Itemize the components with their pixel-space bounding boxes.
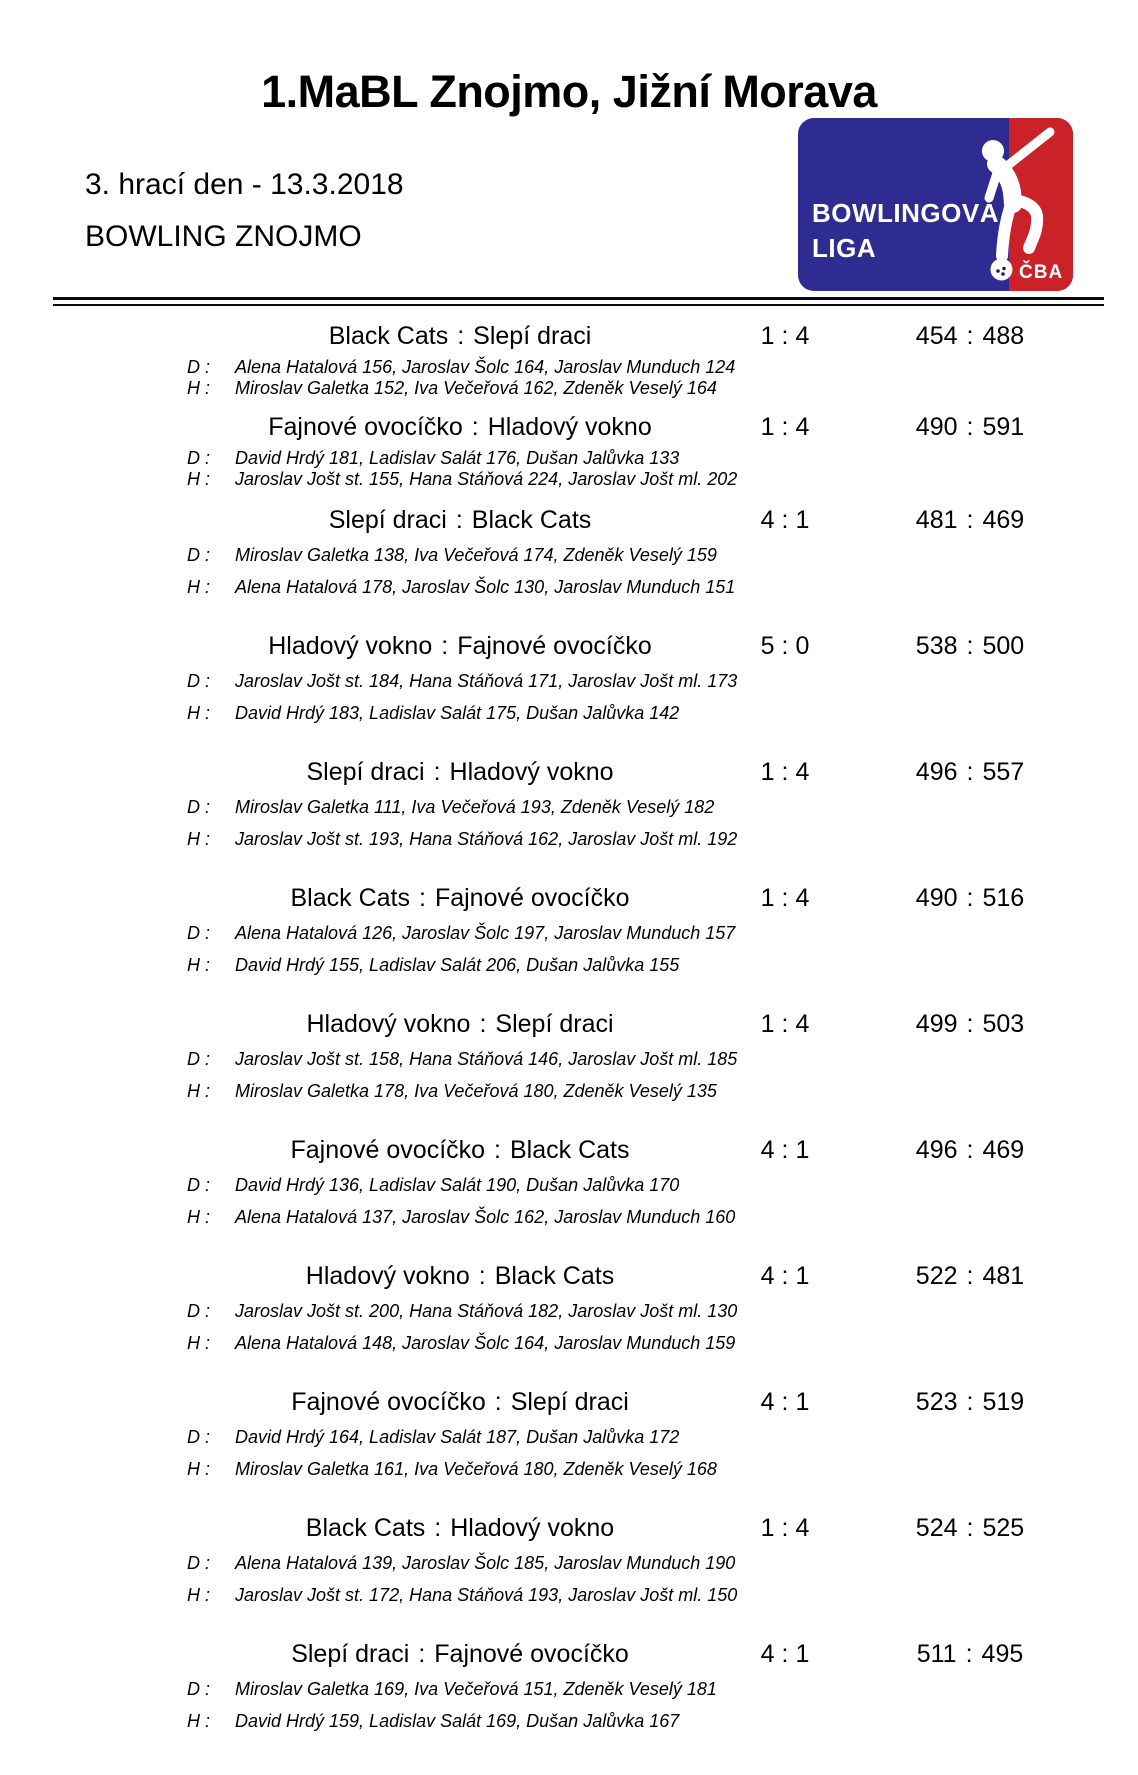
- away-players-row: [187, 469, 1138, 490]
- away-row-label: H :: [187, 1333, 211, 1353]
- home-players: Miroslav Galetka 138, Iva Večeřová 174, Zdeněk Veselý 159: [235, 545, 717, 565]
- home-players: David Hrdý 181, Ladislav Salát 176, Dušan Jalůvka 133: [235, 448, 680, 468]
- home-row-label: D :: [187, 923, 211, 943]
- away-players: David Hrdý 183, Ladislav Salát 175, Dušan Jalůvka 142: [235, 703, 680, 723]
- home-players: Miroslav Galetka 111, Iva Večeřová 193, Zdeněk Veselý 182: [235, 797, 715, 817]
- home-row-label: D :: [187, 797, 211, 817]
- pins-home: 490: [915, 884, 958, 912]
- away-team-name: Hladový vokno: [449, 758, 614, 786]
- match-points: [740, 757, 830, 787]
- match-head-row: [0, 1009, 1138, 1039]
- match-block: [0, 1639, 1138, 1732]
- points-away: 1: [795, 1262, 810, 1290]
- match-block: [0, 1513, 1138, 1606]
- home-team-name: Black Cats: [290, 884, 410, 912]
- bowling-ball-icon: [990, 258, 1013, 281]
- points-away: 4: [795, 758, 810, 786]
- match-block: [0, 1009, 1138, 1102]
- match-block: [0, 757, 1138, 850]
- match-pins: [885, 1387, 1055, 1417]
- pins-colon: :: [966, 1010, 974, 1038]
- points-home: 1: [760, 884, 775, 912]
- home-team-name: Fajnové ovocíčko: [291, 1388, 486, 1416]
- pins-colon: :: [966, 322, 974, 350]
- match-points: [740, 505, 830, 535]
- matchup-colon: :: [478, 1262, 486, 1290]
- home-team-name: Hladový vokno: [268, 632, 433, 660]
- match-pins: [885, 757, 1055, 787]
- points-colon: :: [781, 1010, 789, 1038]
- match-head-row: [0, 757, 1138, 787]
- home-players-row: [187, 1426, 1138, 1448]
- home-players-row: [187, 357, 1138, 378]
- home-players-row: [187, 448, 1138, 469]
- away-players-row: [187, 702, 1138, 724]
- match-points: [740, 1261, 830, 1291]
- away-row-label: H :: [187, 1081, 211, 1101]
- home-team-name: Black Cats: [305, 1514, 426, 1542]
- pins-home: 496: [915, 1136, 958, 1164]
- match-pins: [885, 321, 1055, 351]
- pins-home: 499: [915, 1010, 958, 1038]
- match-head-row: [0, 883, 1138, 913]
- matchup: [180, 631, 740, 661]
- match-head-row: [0, 1135, 1138, 1165]
- away-row-label: H :: [187, 577, 211, 597]
- away-team-name: Black Cats: [471, 506, 592, 534]
- points-away: 1: [795, 1136, 810, 1164]
- home-row-label: D :: [187, 1301, 211, 1321]
- match-block: [0, 631, 1138, 724]
- points-colon: :: [781, 1388, 789, 1416]
- away-players: Jaroslav Jošt st. 193, Hana Stáňová 162, Jaroslav Jošt ml. 192: [235, 829, 738, 849]
- home-players-row: [187, 1174, 1138, 1196]
- pins-away: 481: [982, 1262, 1025, 1290]
- home-players: Alena Hatalová 126, Jaroslav Šolc 197, Jaroslav Munduch 157: [235, 923, 736, 943]
- home-row-label: D :: [187, 1175, 211, 1195]
- away-players-row: [187, 828, 1138, 850]
- home-team-name: Hladový vokno: [306, 1010, 471, 1038]
- home-row-label: D :: [187, 1553, 211, 1573]
- match-head-row: [0, 1261, 1138, 1291]
- points-home: 4: [760, 1262, 775, 1290]
- pins-colon: :: [966, 758, 974, 786]
- match-head-row: [0, 505, 1138, 535]
- match-block: [0, 883, 1138, 976]
- match-head-row: [0, 1639, 1138, 1669]
- match-pins: [885, 883, 1055, 913]
- away-players-row: [187, 1206, 1138, 1228]
- away-team-name: Slepí draci: [495, 1010, 614, 1038]
- match-pins: [885, 505, 1055, 535]
- match-pins: [885, 1261, 1055, 1291]
- away-players: Alena Hatalová 137, Jaroslav Šolc 162, Jaroslav Munduch 160: [235, 1207, 736, 1227]
- pins-away: 519: [982, 1388, 1025, 1416]
- points-away: 4: [795, 884, 810, 912]
- match-pins: [885, 631, 1055, 661]
- matchup-colon: :: [494, 1388, 502, 1416]
- pins-away: 469: [982, 1136, 1025, 1164]
- pins-colon: :: [966, 884, 974, 912]
- home-team-name: Hladový vokno: [305, 1262, 470, 1290]
- matchup-colon: :: [418, 884, 426, 912]
- away-players-row: [187, 954, 1138, 976]
- away-players-row: [187, 1458, 1138, 1480]
- matchup-colon: :: [479, 1010, 487, 1038]
- points-colon: :: [781, 884, 789, 912]
- home-team-name: Slepí draci: [328, 506, 447, 534]
- away-row-label: H :: [187, 829, 211, 849]
- home-players: David Hrdý 164, Ladislav Salát 187, Dušan Jalůvka 172: [235, 1427, 680, 1447]
- pins-colon: :: [966, 413, 974, 441]
- logo-text-line1: BOWLINGOVÁ: [812, 198, 999, 228]
- home-players-row: [187, 922, 1138, 944]
- matchup: [180, 412, 740, 442]
- pins-away: 488: [982, 322, 1025, 350]
- home-row-label: D :: [187, 448, 211, 468]
- pins-home: 496: [915, 758, 958, 786]
- home-players-row: [187, 670, 1138, 692]
- away-players: David Hrdý 159, Ladislav Salát 169, Dušan Jalůvka 167: [235, 1711, 680, 1731]
- match-block: [0, 1135, 1138, 1228]
- away-players-row: [187, 378, 1138, 399]
- home-players: Alena Hatalová 139, Jaroslav Šolc 185, Jaroslav Munduch 190: [235, 1553, 736, 1573]
- matchup: [180, 321, 740, 351]
- away-team-name: Fajnové ovocíčko: [434, 884, 630, 912]
- matchup-colon: :: [441, 632, 449, 660]
- pins-colon: :: [966, 506, 974, 534]
- points-colon: :: [781, 506, 789, 534]
- matchup: [180, 1009, 740, 1039]
- match-block: [0, 505, 1138, 598]
- home-players-row: [187, 796, 1138, 818]
- away-players: Miroslav Galetka 178, Iva Večeřová 180, Zdeněk Veselý 135: [235, 1081, 717, 1101]
- pins-home: 538: [915, 632, 958, 660]
- points-home: 5: [760, 632, 775, 660]
- matchup-colon: :: [418, 1640, 426, 1668]
- matchup-colon: :: [455, 506, 463, 534]
- matchup: [180, 757, 740, 787]
- points-home: 4: [760, 1640, 775, 1668]
- home-team-name: Slepí draci: [291, 1640, 410, 1668]
- points-home: 4: [760, 506, 775, 534]
- away-team-name: Hladový vokno: [487, 413, 652, 441]
- home-row-label: D :: [187, 545, 211, 565]
- points-colon: :: [781, 1514, 789, 1542]
- home-players: Jaroslav Jošt st. 200, Hana Stáňová 182, Jaroslav Jošt ml. 130: [235, 1301, 738, 1321]
- away-players: Jaroslav Jošt st. 155, Hana Stáňová 224, Jaroslav Jošt ml. 202: [235, 469, 738, 489]
- match-points: [740, 1009, 830, 1039]
- away-team-name: Slepí draci: [510, 1388, 629, 1416]
- match-head-row: [0, 412, 1138, 442]
- pins-home: 490: [915, 413, 958, 441]
- pins-away: 525: [982, 1514, 1025, 1542]
- pins-home: 522: [915, 1262, 958, 1290]
- points-away: 0: [795, 632, 810, 660]
- away-row-label: H :: [187, 1459, 211, 1479]
- away-players: Alena Hatalová 148, Jaroslav Šolc 164, Jaroslav Munduch 159: [235, 1333, 736, 1353]
- home-players: Alena Hatalová 156, Jaroslav Šolc 164, Jaroslav Munduch 124: [235, 357, 736, 377]
- pins-away: 503: [982, 1010, 1025, 1038]
- points-colon: :: [781, 1262, 789, 1290]
- match-block: [0, 1387, 1138, 1480]
- away-players: Miroslav Galetka 161, Iva Večeřová 180, Zdeněk Veselý 168: [235, 1459, 717, 1479]
- away-team-name: Hladový vokno: [450, 1514, 615, 1542]
- matchup: [180, 1639, 740, 1669]
- points-colon: :: [781, 413, 789, 441]
- points-away: 4: [795, 322, 810, 350]
- pins-away: 469: [982, 506, 1025, 534]
- matchup: [180, 883, 740, 913]
- away-row-label: H :: [187, 378, 211, 398]
- pins-away: 591: [982, 413, 1025, 441]
- home-team-name: Slepí draci: [306, 758, 425, 786]
- pins-away: 516: [982, 884, 1025, 912]
- match-points: [740, 412, 830, 442]
- away-row-label: H :: [187, 469, 211, 489]
- away-team-name: Fajnové ovocíčko: [434, 1640, 629, 1668]
- matchup-colon: :: [433, 758, 441, 786]
- match-head-row: [0, 1387, 1138, 1417]
- away-team-name: Black Cats: [494, 1262, 615, 1290]
- home-row-label: D :: [187, 1427, 211, 1447]
- match-head-row: [0, 321, 1138, 351]
- points-colon: :: [781, 322, 789, 350]
- away-team-name: Fajnové ovocíčko: [457, 632, 652, 660]
- pins-home: 523: [915, 1388, 958, 1416]
- match-pins: [885, 412, 1055, 442]
- pins-colon: :: [966, 1136, 974, 1164]
- pins-colon: :: [966, 1262, 974, 1290]
- match-points: [740, 1639, 830, 1669]
- venue-label: BOWLING ZNOJMO: [85, 220, 362, 253]
- match-block: [0, 321, 1138, 399]
- away-row-label: H :: [187, 955, 211, 975]
- points-home: 4: [760, 1388, 775, 1416]
- matchup: [180, 1513, 740, 1543]
- header-divider: [53, 297, 1104, 306]
- match-pins: [885, 1639, 1055, 1669]
- pins-colon: :: [966, 632, 974, 660]
- away-players: David Hrdý 155, Ladislav Salát 206, Dušan Jalůvka 155: [235, 955, 680, 975]
- match-points: [740, 1513, 830, 1543]
- bowling-league-logo: [798, 118, 1073, 291]
- away-row-label: H :: [187, 1711, 211, 1731]
- match-pins: [885, 1135, 1055, 1165]
- home-team-name: Black Cats: [328, 322, 449, 350]
- home-row-label: D :: [187, 1679, 211, 1699]
- matchup-colon: :: [434, 1514, 442, 1542]
- match-pins: [885, 1009, 1055, 1039]
- away-row-label: H :: [187, 703, 211, 723]
- points-colon: :: [781, 1136, 789, 1164]
- points-home: 1: [760, 413, 775, 441]
- matchup: [180, 1135, 740, 1165]
- pins-colon: :: [966, 1514, 974, 1542]
- away-row-label: H :: [187, 1207, 211, 1227]
- away-players-row: [187, 576, 1138, 598]
- home-players: David Hrdý 136, Ladislav Salát 190, Dušan Jalůvka 170: [235, 1175, 680, 1195]
- pins-colon: :: [966, 1388, 974, 1416]
- pins-home: 524: [915, 1514, 958, 1542]
- away-players-row: [187, 1584, 1138, 1606]
- page-title: 1.MaBL Znojmo, Jižní Morava: [261, 66, 877, 118]
- home-players: Jaroslav Jošt st. 158, Hana Stáňová 146, Jaroslav Jošt ml. 185: [235, 1049, 738, 1069]
- match-points: [740, 1135, 830, 1165]
- home-players: Jaroslav Jošt st. 184, Hana Stáňová 171, Jaroslav Jošt ml. 173: [235, 671, 738, 691]
- points-colon: :: [781, 758, 789, 786]
- points-colon: :: [781, 632, 789, 660]
- match-points: [740, 321, 830, 351]
- match-head-row: [0, 631, 1138, 661]
- home-players-row: [187, 1300, 1138, 1322]
- match-points: [740, 1387, 830, 1417]
- away-players-row: [187, 1080, 1138, 1102]
- away-players-row: [187, 1332, 1138, 1354]
- home-row-label: D :: [187, 1049, 211, 1069]
- pins-home: 454: [915, 322, 958, 350]
- matchup: [180, 1387, 740, 1417]
- points-away: 1: [795, 506, 810, 534]
- points-away: 4: [795, 1514, 810, 1542]
- pins-home: 481: [915, 506, 958, 534]
- match-points: [740, 883, 830, 913]
- matchup: [180, 505, 740, 535]
- away-team-name: Slepí draci: [473, 322, 592, 350]
- match-pins: [885, 1513, 1055, 1543]
- matchup-colon: :: [471, 413, 479, 441]
- match-block: [0, 412, 1138, 490]
- pins-away: 557: [982, 758, 1025, 786]
- away-players: Miroslav Galetka 152, Iva Večeřová 162, Zdeněk Veselý 164: [235, 378, 717, 398]
- points-home: 4: [760, 1136, 775, 1164]
- home-players: Miroslav Galetka 169, Iva Večeřová 151, Zdeněk Veselý 181: [235, 1679, 717, 1699]
- matchup-colon: :: [494, 1136, 501, 1164]
- points-home: 1: [760, 1010, 775, 1038]
- logo-text-line2: LIGA: [812, 233, 877, 263]
- away-players-row: [187, 1710, 1138, 1732]
- home-players-row: [187, 1048, 1138, 1070]
- cba-badge-label: ČBA: [1019, 262, 1064, 283]
- matchup-colon: :: [457, 322, 465, 350]
- home-players-row: [187, 1552, 1138, 1574]
- match-day-label: 3. hrací den - 13.3.2018: [85, 168, 404, 201]
- match-head-row: [0, 1513, 1138, 1543]
- pins-colon: :: [965, 1640, 973, 1668]
- away-row-label: H :: [187, 1585, 211, 1605]
- home-players-row: [187, 544, 1138, 566]
- away-players: Jaroslav Jošt st. 172, Hana Stáňová 193, Jaroslav Jošt ml. 150: [235, 1585, 738, 1605]
- points-home: 1: [760, 322, 775, 350]
- pins-away: 495: [981, 1640, 1024, 1668]
- home-team-name: Fajnové ovocíčko: [290, 1136, 486, 1164]
- home-row-label: D :: [187, 357, 211, 377]
- points-away: 4: [795, 413, 810, 441]
- pins-home: 511: [916, 1640, 957, 1668]
- points-colon: :: [781, 1640, 789, 1668]
- points-home: 1: [760, 1514, 775, 1542]
- pins-away: 500: [982, 632, 1025, 660]
- points-home: 1: [760, 758, 775, 786]
- home-row-label: D :: [187, 671, 211, 691]
- away-team-name: Black Cats: [510, 1136, 630, 1164]
- points-away: 1: [795, 1640, 810, 1668]
- match-block: [0, 1261, 1138, 1354]
- home-team-name: Fajnové ovocíčko: [268, 413, 463, 441]
- home-players-row: [187, 1678, 1138, 1700]
- match-points: [740, 631, 830, 661]
- matchup: [180, 1261, 740, 1291]
- points-away: 4: [795, 1010, 810, 1038]
- away-players: Alena Hatalová 178, Jaroslav Šolc 130, Jaroslav Munduch 151: [235, 577, 736, 597]
- match-list: [0, 306, 1138, 1732]
- points-away: 1: [795, 1388, 810, 1416]
